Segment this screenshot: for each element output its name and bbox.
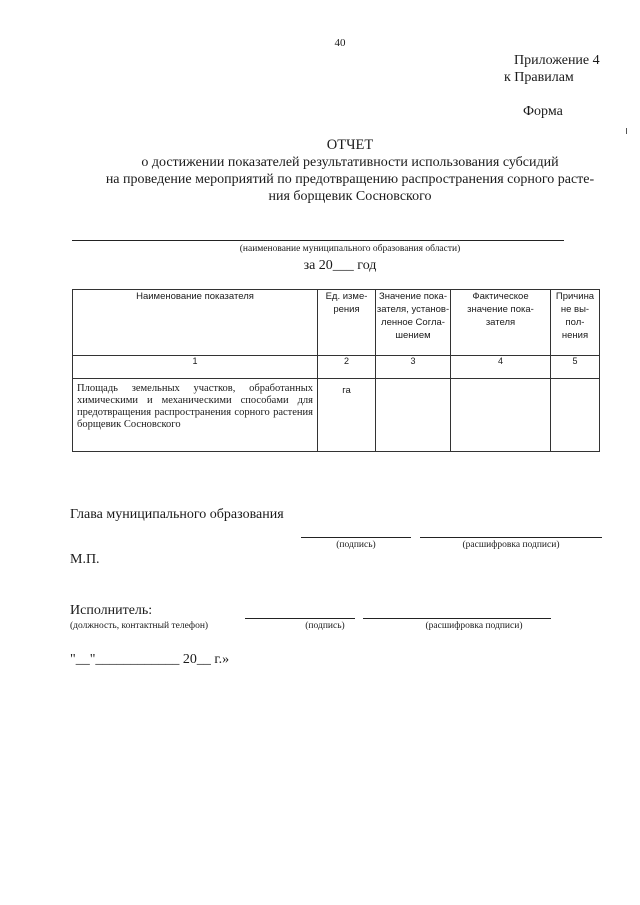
header-unit: Ед. изме- рения bbox=[318, 290, 376, 356]
head-signature-line[interactable] bbox=[301, 537, 411, 538]
table-row bbox=[73, 379, 600, 452]
executor-label: Исполнитель: bbox=[70, 603, 153, 618]
executor-signature-caption: (подпись) bbox=[305, 621, 345, 631]
head-decode-line[interactable] bbox=[420, 537, 602, 538]
executor-decode-caption: (расшифровка подписи) bbox=[425, 621, 523, 631]
column-number: 2 bbox=[318, 356, 376, 379]
header-planned-value: Значение пока- зателя, установ- ленное Согла- шением bbox=[376, 290, 451, 356]
executor-position-caption: (должность, контактный телефон) bbox=[70, 621, 209, 631]
head-title: Глава муниципального образования bbox=[70, 507, 284, 522]
municipality-caption: (наименование муниципального образования области) bbox=[239, 244, 461, 254]
report-table bbox=[72, 289, 600, 452]
header-actual-value: Фактическое значение пока- зателя bbox=[451, 290, 551, 356]
unit-cell: га bbox=[318, 379, 376, 452]
actual-value-cell[interactable] bbox=[451, 379, 551, 452]
form-label: Форма bbox=[523, 104, 563, 119]
date-line: "__"____________ 20__ г.» bbox=[70, 652, 230, 667]
report-year: за 20___ год bbox=[303, 258, 377, 273]
executor-decode-line[interactable] bbox=[363, 618, 551, 619]
document-title bbox=[60, 137, 640, 205]
table-number-row bbox=[73, 356, 600, 379]
head-signature-caption: (подпись) bbox=[336, 540, 376, 550]
reason-cell[interactable] bbox=[551, 379, 600, 452]
header-indicator-name: Наименование показателя bbox=[73, 290, 318, 356]
appendix-line-2: к Правилам bbox=[504, 70, 574, 85]
planned-value-cell[interactable] bbox=[376, 379, 451, 452]
indicator-name-cell: Площадь земельных участков, обработанных химическими и механическими способами для предотвращения распространения сорного растения борщевик Сосновского bbox=[73, 379, 318, 452]
page-number: 40 bbox=[334, 37, 346, 49]
column-number: 5 bbox=[551, 356, 600, 379]
title-line-1: о достижении показателей результативности использования субсидий bbox=[141, 155, 559, 170]
title-line-2: на проведение мероприятий по предотвращению распространения сорного расте- bbox=[105, 172, 595, 187]
stamp-placeholder: М.П. bbox=[70, 552, 100, 567]
appendix-line-1: Приложение 4 bbox=[514, 53, 600, 68]
municipality-line bbox=[72, 240, 564, 241]
column-number: 1 bbox=[73, 356, 318, 379]
header-reason: Причина не вы- пол- нения bbox=[551, 290, 600, 356]
appendix-block bbox=[504, 52, 600, 86]
title-heading: ОТЧЕТ bbox=[326, 137, 374, 153]
executor-signature-line[interactable] bbox=[245, 618, 355, 619]
title-line-3: ния борщевик Сосновского bbox=[268, 189, 432, 204]
column-number: 3 bbox=[376, 356, 451, 379]
table-header-row bbox=[73, 290, 600, 356]
head-decode-caption: (расшифровка подписи) bbox=[462, 540, 560, 550]
column-number: 4 bbox=[451, 356, 551, 379]
edge-mark bbox=[626, 128, 627, 134]
